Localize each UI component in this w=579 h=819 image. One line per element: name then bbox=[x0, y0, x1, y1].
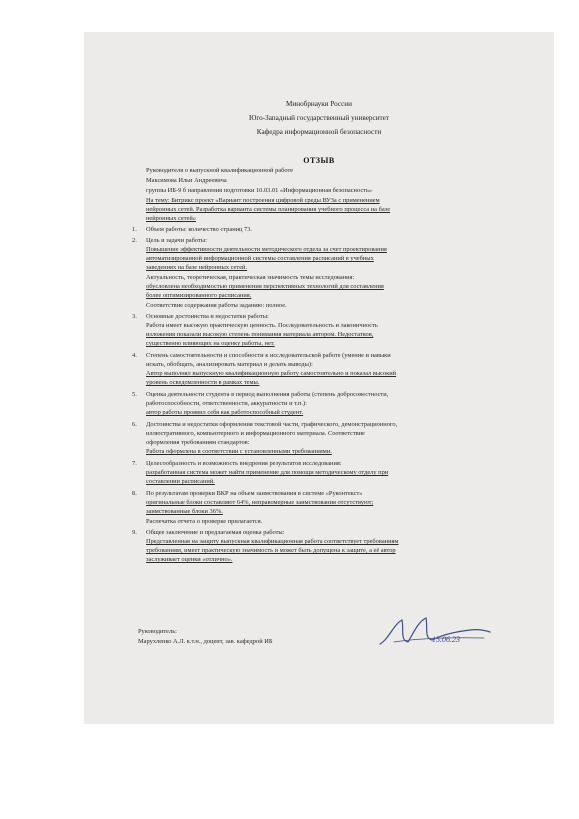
item-8-line: заимствованные блоки 36%. bbox=[146, 508, 223, 515]
item-2-line: Повышение эффективности деятельности методического отдела за счет проектирования bbox=[146, 246, 387, 253]
item-3-line: Работа имеет высокую практическую ценность. Последовательность и лаконичность bbox=[146, 322, 378, 329]
signature-image bbox=[374, 612, 494, 652]
item-number: 1. bbox=[132, 226, 137, 233]
item-number: 6. bbox=[132, 421, 137, 428]
item-3-line: изложения показали высокую степень понимания материала автором. Недостатков, bbox=[146, 331, 374, 338]
item-1-line: Объем работы: количество страниц 73. bbox=[146, 226, 253, 233]
item-9-line: Представленная на защиту выпускная квалификационная работа соответствует требованиям bbox=[146, 538, 399, 545]
item-7-line: разработанная система может найти применение для помощи методическому отделу при bbox=[146, 469, 389, 476]
student-name: Максимова Ильи Андреевича bbox=[146, 177, 227, 184]
item-9-line: Общее заключение и предлагаемая оценка работы: bbox=[146, 529, 285, 536]
document-page bbox=[84, 32, 554, 724]
item-6-line: Достоинства и недостатки оформления текстовой части, графического, демонстрационного, bbox=[146, 421, 398, 428]
item-2-line: Актуальность, теоретическая, практическая значимость темы исследования: bbox=[146, 274, 355, 281]
item-number: 2. bbox=[132, 237, 137, 244]
item-7-line: Целесообразность и возможность внедрения результатов исследования: bbox=[146, 460, 342, 467]
topic-line-2: нейронных сетей. Разработка варианта системы планирования учебного процесса на базе bbox=[146, 206, 391, 213]
item-2-line: Соответствие содержания работы заданию: полное. bbox=[146, 302, 287, 309]
item-number: 7. bbox=[132, 460, 137, 467]
student-group: группы ИБ-9 б направления подготовки 10.03.01 «Информационная безопасность» bbox=[146, 187, 373, 194]
item-3-line: Основные достоинства и недостатки работы: bbox=[146, 313, 269, 320]
item-number: 9. bbox=[132, 529, 137, 536]
supervisor-role: Руководитель: bbox=[138, 628, 177, 635]
item-4-line: Степень самостоятельности и способности к исследовательской работе (умение и навыки bbox=[146, 352, 391, 359]
item-9-line: требованиям, имеет практическую значимость и может быть допущена к защите, а её автор bbox=[146, 547, 396, 554]
document-title: ОТЗЫВ bbox=[303, 156, 335, 165]
item-4-line: искать, обобщать, анализировать материал и делать выводы): bbox=[146, 361, 313, 368]
topic-line-3: нейронных сетей» bbox=[146, 215, 196, 222]
item-2-line: заведениях на базе нейронных сетей. bbox=[146, 264, 248, 271]
department-name: Кафедра информационной безопасности bbox=[256, 128, 382, 136]
signature-date: 15.06.23 bbox=[432, 635, 460, 644]
item-4-line: Автор выполнял выпускную квалификационную работу самостоятельно и показал высокий bbox=[146, 370, 397, 377]
item-2-line: обусловлена необходимостью применения перспективных технологий для составления bbox=[146, 283, 384, 290]
item-4-line: уровень осведомленности в рамках темы. bbox=[146, 379, 260, 386]
item-8-line: По результатам проверки ВКР на объем заимствования в системе «Руконтекст» bbox=[146, 490, 363, 497]
item-8-line: оригинальные блоки составляют 64%, неправомерные заимствования отсутствуют; bbox=[146, 499, 374, 506]
item-number: 8. bbox=[132, 490, 137, 497]
item-2-line: более оптимизированного расписания. bbox=[146, 292, 252, 299]
ministry-header: Минобрнауки России bbox=[286, 100, 352, 108]
item-2-line: автоматизированной информационной системы составления расписаний в учебных bbox=[146, 255, 374, 262]
item-number: 4. bbox=[132, 352, 137, 359]
item-5-line: Оценка деятельности студента в период выполнения работы (степень добросовестности, bbox=[146, 391, 389, 398]
item-5-line: работоспособности, ответственности, аккуратности и т.п.): bbox=[146, 400, 307, 407]
item-6-line: иллюстративного, компьютерного и информационного материала. Соответствие bbox=[146, 430, 365, 437]
item-number: 3. bbox=[132, 313, 137, 320]
item-6-line: Работа оформлена в соответствии с установленными требованиями. bbox=[146, 448, 332, 455]
intro-line: Руководителя о выпускной квалификационной работе bbox=[146, 167, 294, 174]
item-8-line: Распечатка отчета о проверке прилагается. bbox=[146, 518, 263, 525]
topic-line-1: На тему: Битрикс проект «Вариант построения цифровой среды ВУЗа с применением bbox=[146, 197, 380, 204]
item-6-line: оформления требованиям стандартов: bbox=[146, 439, 250, 446]
item-5-line: автор работы проявил себя как работоспособный студент. bbox=[146, 409, 304, 416]
university-name: Юго-Западный государственный университет bbox=[248, 114, 390, 122]
supervisor-name: Марухленко А.Л. к.т.н., доцент, зав. кафедрой ИБ bbox=[138, 638, 273, 645]
item-9-line: заслуживает оценки «отлично». bbox=[146, 556, 233, 563]
item-2-line: Цель и задачи работы: bbox=[146, 237, 207, 244]
item-7-line: составлении расписаний. bbox=[146, 478, 215, 485]
item-number: 5. bbox=[132, 391, 137, 398]
item-3-line: существенно влияющих на оценку работы, нет. bbox=[146, 340, 275, 347]
